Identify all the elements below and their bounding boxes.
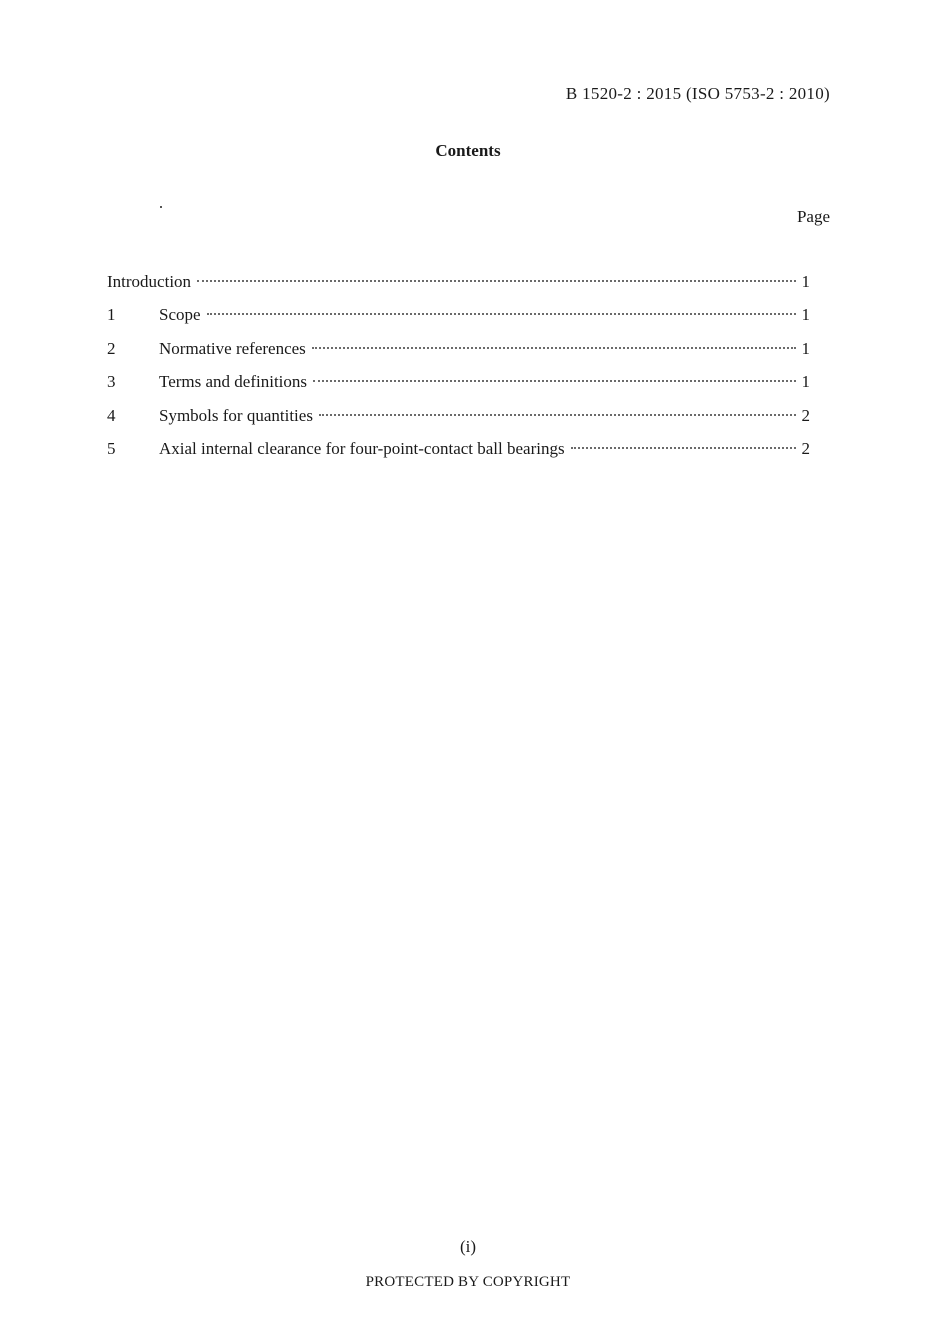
- toc-entry-title: Scope: [159, 305, 201, 325]
- toc-entry-title: Axial internal clearance for four-point-contact ball bearings: [159, 438, 565, 458]
- page-column-label: Page: [796, 207, 830, 226]
- toc-entry-page: 1: [801, 272, 810, 291]
- toc-entry-title: Terms and definitions: [159, 372, 308, 392]
- table-of-contents: [107, 272, 810, 472]
- toc-entry-number: 4: [107, 405, 116, 425]
- dot-leader: [571, 447, 796, 449]
- toc-entry-title: Symbols for quantities: [159, 405, 313, 425]
- dot-leader: [197, 280, 796, 282]
- toc-entry-title: Introduction: [107, 272, 192, 291]
- stray-dot: [160, 206, 162, 208]
- toc-entry-number: 5: [107, 438, 116, 458]
- toc-entry-symbols-for-quantities: [107, 406, 810, 439]
- document-id: B 1520-2 : 2015 (ISO 5753-2 : 2010): [565, 84, 830, 103]
- copyright-notice: PROTECTED BY COPYRIGHT: [365, 1274, 571, 1290]
- toc-entry-terms-and-definitions: [107, 372, 810, 405]
- toc-entry-title: Normative references: [159, 338, 306, 358]
- toc-entry-introduction: [107, 272, 810, 305]
- toc-entry-number: 1: [107, 305, 116, 325]
- toc-entry-page: 1: [801, 338, 810, 358]
- toc-entry-page: 2: [801, 405, 810, 425]
- dot-leader: [312, 347, 796, 349]
- toc-entry-page: 1: [801, 372, 810, 392]
- contents-title: Contents: [435, 141, 501, 160]
- toc-entry-number: 3: [107, 372, 116, 392]
- toc-entry-page: 2: [801, 438, 810, 458]
- dot-leader: [207, 313, 796, 315]
- toc-entry-number: 2: [107, 338, 116, 358]
- dot-leader: [319, 414, 796, 416]
- page-folio: (i): [459, 1237, 477, 1256]
- toc-entry-page: 1: [801, 305, 810, 325]
- toc-entry-axial-internal-clearance: [107, 439, 810, 472]
- toc-entry-scope: [107, 305, 810, 338]
- dot-leader: [313, 380, 796, 382]
- toc-entry-normative-references: [107, 339, 810, 372]
